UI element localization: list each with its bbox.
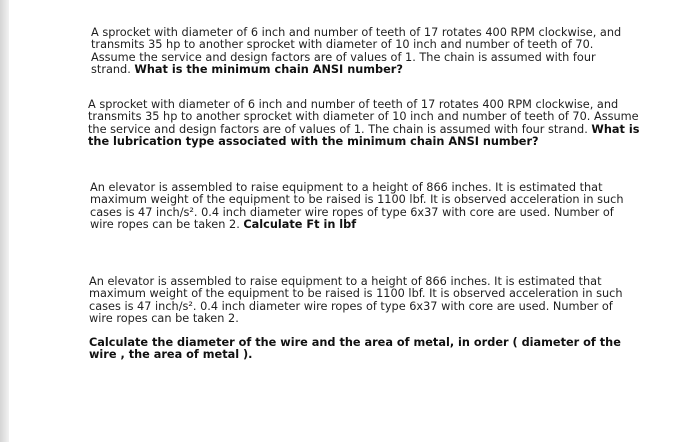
question-sprocket-chain-number [91, 27, 636, 77]
question-text: An elevator is assembled to raise equipment to a height of 866 inches. It is estimated that maximum weight of the equipment to be raised is 1100 lbf. It is observed acceleration in such cases is 47 inch/s². 0.4 inch diameter wire ropes of type 6x37 with core are used. Number of wire ropes can be taken 2. [90, 181, 624, 232]
question-text: A sprocket with diameter of 6 inch and number of teeth of 17 rotates 400 RPM clockwise, and transmits 35 hp to another sprocket with diameter of 10 inch and number of teeth of 70. Assume the service and design factors are of values of 1. The chain is assumed with four strand. [88, 98, 639, 136]
question-text: A sprocket with diameter of 6 inch and number of teeth of 17 rotates 400 RPM clockwise, and transmits 35 hp to another sprocket with diameter of 10 inch and number of teeth of 70. Assume the service and design factors are of values of 1. The chain is assumed with four strand. [91, 26, 622, 77]
question-wire-diameter-metal-area [89, 337, 629, 362]
question-prompt: What is the lubrication type associated with the minimum chain ANSI number? [88, 122, 640, 149]
question-text: An elevator is assembled to raise equipment to a height of 866 inches. It is estimated that maximum weight of the equipment to be raised is 1100 lbf. It is observed acceleration in such cases is 47 inch/s². 0.4 inch diameter wire ropes of type 6x37 with core are used. Number of wire ropes can be taken 2. [89, 275, 623, 326]
question-sprocket-lubrication [88, 99, 640, 149]
question-prompt: Calculate Ft in lbf [243, 218, 357, 232]
question-elevator-ft [90, 182, 630, 232]
question-elevator-setup [89, 276, 629, 326]
page-edge-shadow [0, 0, 9, 442]
question-prompt: What is the minimum chain ANSI number? [134, 63, 403, 77]
question-prompt: Calculate the diameter of the wire and the area of metal, in order ( diameter of the wire , the area of metal ). [89, 336, 621, 362]
